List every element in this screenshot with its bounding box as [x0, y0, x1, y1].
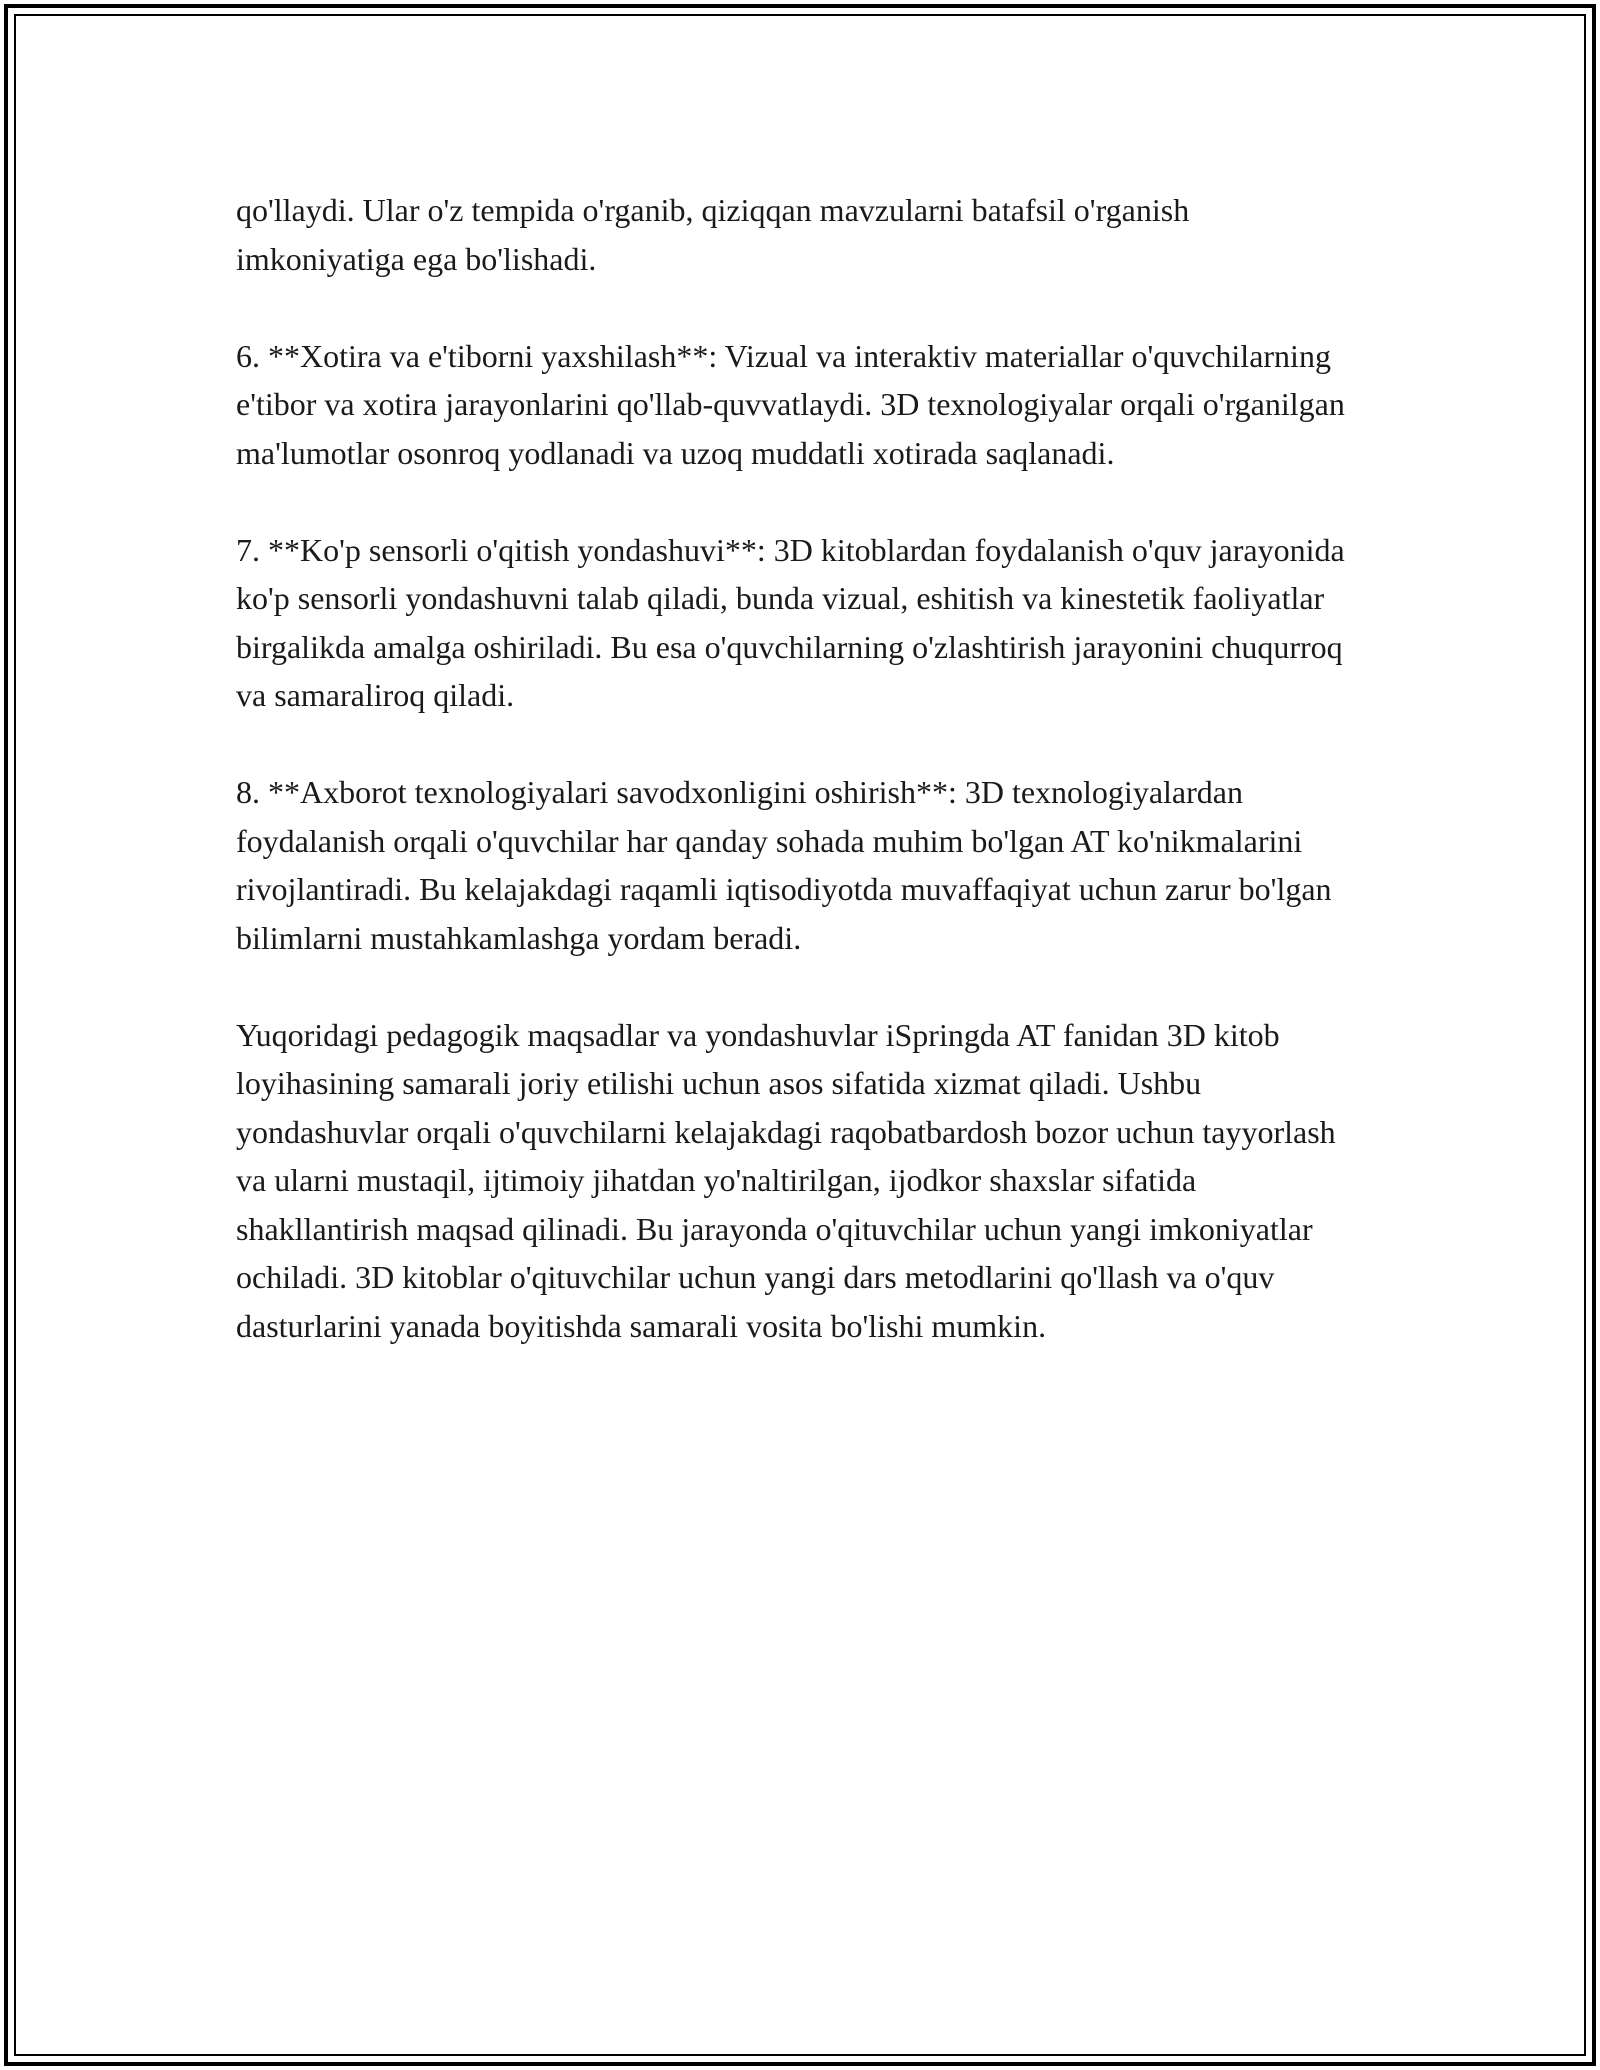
paragraph-item-8: 8. **Axborot texnologiyalari savodxonligini oshirish**: 3D texnologiyalardan foydalanish orqali o'quvchilar har qanday sohada muhim bo'lgan AT ko'nikmalarini rivojlantiradi. Bu kelajakdagi raqamli iqtisodiyotda muvaffaqiyat uchun zarur bo'lgan bilimlarni mustahkamlashga yordam beradi.: [236, 774, 1332, 956]
document-body: [236, 186, 1366, 1399]
paragraph-continuation: qo'llaydi. Ular o'z tempida o'rganib, qiziqqan mavzularni batafsil o'rganish imkoniyatiga ega bo'lishadi.: [236, 192, 1190, 277]
paragraph-item-7: 7. **Ko'p sensorli o'qitish yondashuvi**: 3D kitoblardan foydalanish o'quv jarayonida ko'p sensorli yondashuvni talab qiladi, bunda vizual, eshitish va kinestetik faoliyatlar birgalikda amalga oshiriladi. Bu esa o'quvchilarning o'zlashtirish jarayonini chuqurroq va samaraliroq qiladi.: [236, 531, 1345, 713]
paragraph-conclusion: Yuqoridagi pedagogik maqsadlar va yondashuvlar iSpringda AT fanidan 3D kitob loyihasining samarali joriy etilishi uchun asos sifatida xizmat qiladi. Ushbu yondashuvlar orqali o'quvchilarni kelajakdagi raqobatbardosh bozor uchun tayyorlash va ularni mustaqil, ijtimoiy jihatdan yo'naltirilgan, ijodkor shaxslar sifatida shakllantirish maqsad qilinadi. Bu jarayonda o'qituvchilar uchun yangi imkoniyatlar ochiladi. 3D kitoblar o'qituvchilar uchun yangi dars metodlarini qo'llash va o'quv dasturlarini yanada boyitishda samarali vosita bo'lishi mumkin.: [236, 1016, 1336, 1344]
paragraph-item-6: 6. **Xotira va e'tiborni yaxshilash**: Vizual va interaktiv materiallar o'quvchilarning e'tibor va xotira jarayonlarini qo'llab-quvvatlaydi. 3D texnologiyalar orqali o'rganilgan ma'lumotlar osonroq yodlanadi va uzoq muddatli xotirada saqlanadi.: [236, 337, 1345, 471]
